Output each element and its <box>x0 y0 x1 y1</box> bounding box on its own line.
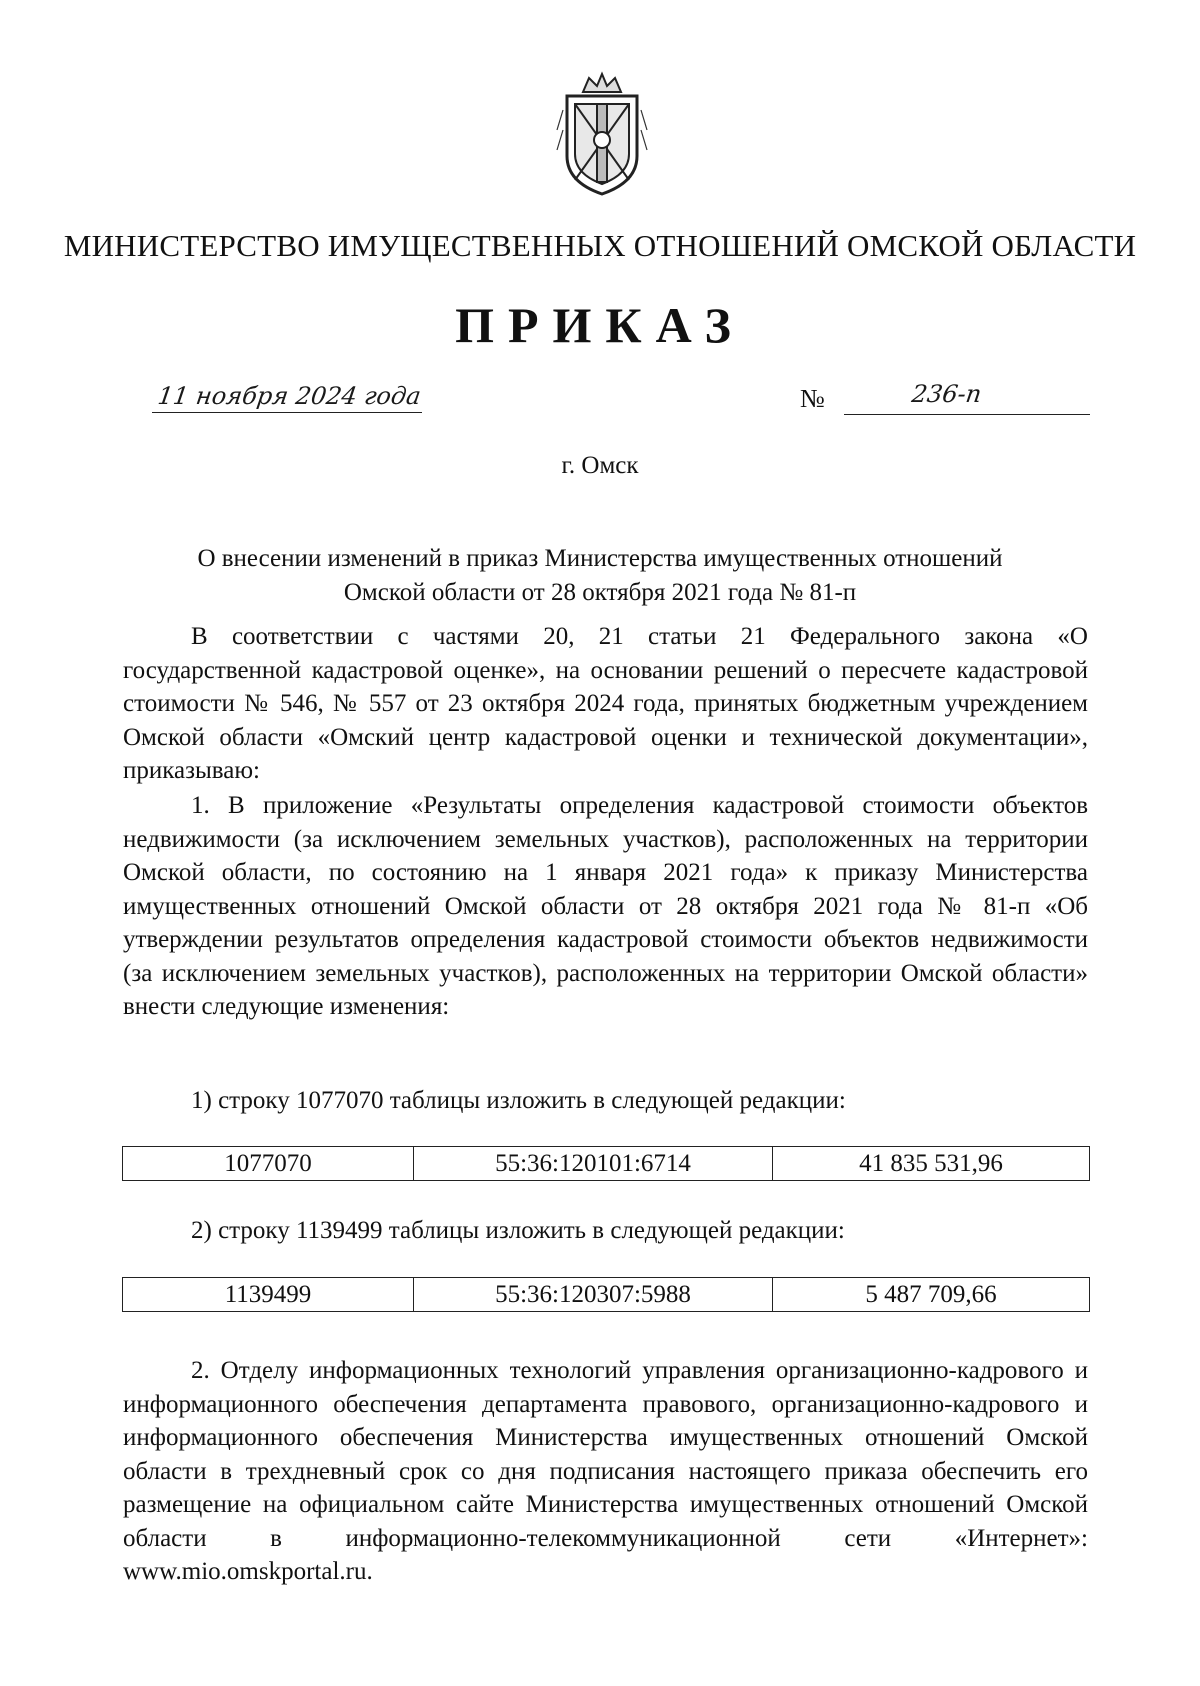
document-subject <box>130 542 1070 610</box>
item-1-paragraph: 1. В приложение «Результаты определения кадастровой стоимости объектов недвижимости (за исключением земельных участков), расположенных на территории Омской области, по состоянию на 1 января 2021 года» к приказу Министерства имущественных отношений Омской области от 28 октября 2021 года № 81-п «Об утверждении результатов определения кадастровой стоимости объектов недвижимости (за исключением земельных участков), расположенных на территории Омской области» внести следующие изменения: <box>123 792 1088 1020</box>
preamble-paragraph: В соответствии с частями 20, 21 статьи 21 Федерального закона «О государственной кадастровой оценке», на основании решений о пересчете кадастровой стоимости № 546, № 557 от 23 октября 2024 года, принятых бюджетным учреждением Омской области «Омский центр кадастровой оценки и технической документации», приказываю: <box>123 623 1088 784</box>
number-label: № <box>800 384 825 413</box>
subitem-2-paragraph: 2) строку 1139499 таблицы изложить в следующей редакции: <box>191 1217 845 1244</box>
order-number-field <box>800 380 1090 414</box>
cadastral-number-cell: 55:36:120307:5988 <box>414 1278 773 1312</box>
document-type-title: ПРИКАЗ <box>455 297 745 353</box>
subject-line-1: О внесении изменений в приказ Министерства имущественных отношений <box>197 545 1003 572</box>
number-underline <box>844 414 1090 415</box>
row-number-cell: 1077070 <box>123 1147 414 1181</box>
subitem-1-paragraph: 1) строку 1077070 таблицы изложить в следующей редакции: <box>191 1087 846 1114</box>
cadastral-value-cell: 5 487 709,66 <box>773 1278 1090 1312</box>
record-table-1 <box>122 1146 1090 1181</box>
record-table-2 <box>122 1277 1090 1312</box>
handwritten-date: 11 ноября 2024 года <box>156 382 423 410</box>
city-name: г. Омск <box>561 452 639 479</box>
subject-line-2: Омской области от 28 октября 2021 года № 81-п <box>343 579 857 606</box>
coat-of-arms-emblem <box>553 70 651 198</box>
ministry-name: МИНИСТЕРСТВО ИМУЩЕСТВЕННЫХ ОТНОШЕНИЙ ОМСКОЙ ОБЛАСТИ <box>63 228 1137 263</box>
cadastral-number-cell: 55:36:120101:6714 <box>414 1147 773 1181</box>
table-row <box>123 1278 1090 1312</box>
cadastral-value-cell: 41 835 531,96 <box>773 1147 1090 1181</box>
row-number-cell: 1139499 <box>123 1278 414 1312</box>
table-row <box>123 1147 1090 1181</box>
date-field <box>152 376 422 413</box>
item-2-paragraph: 2. Отделу информационных технологий управления организационно-кадрового и информационного обеспечения департамента правового, организационно-кадрового и информационного обеспечения Министерства имущественных отношений Омской области в трехдневный срок со дня подписания настоящего приказа обеспечить его размещение на официальном сайте Министерства имущественных отношений Омской области в информационно-телекоммуникационной сети «Интернет»: www.mio.omskportal.ru. <box>123 1357 1088 1585</box>
handwritten-number: 236-п <box>910 380 984 408</box>
